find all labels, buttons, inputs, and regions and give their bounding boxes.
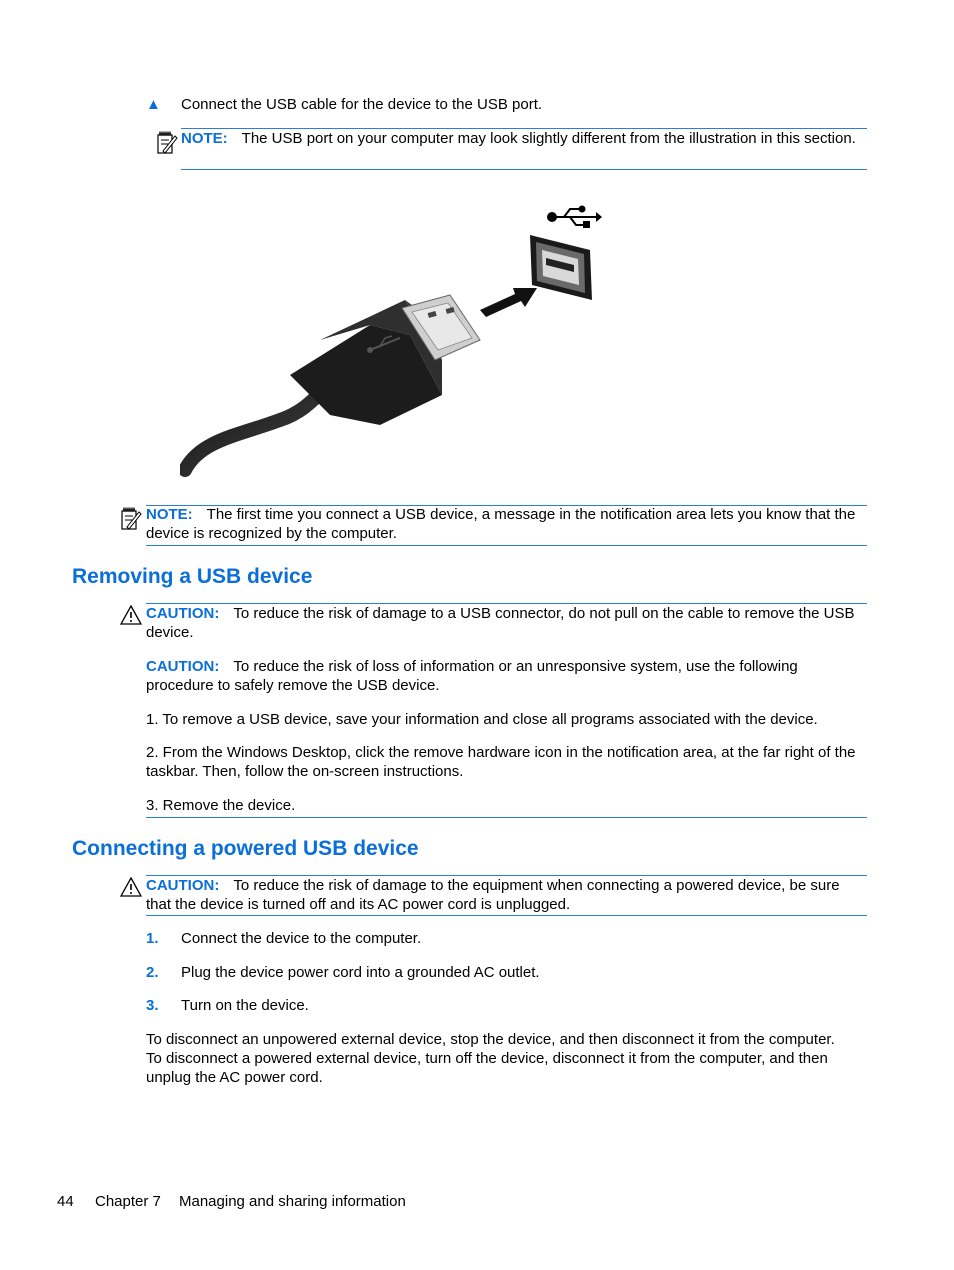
usb-connector-illustration <box>180 200 610 480</box>
caution-2 <box>146 657 867 695</box>
note-bottom-rule <box>181 169 867 170</box>
usb-port <box>530 235 592 300</box>
usb-plug <box>290 295 480 425</box>
caution-text: To reduce the risk of loss of information or an unresponsive system, use the following procedure to safely remove the USB device. <box>146 658 798 694</box>
caution-text: To reduce the risk of damage to the equipment when connecting a powered device, be sure that the device is turned off and its AC power cord is unplugged. <box>146 877 840 913</box>
list-item: 3. Remove the device. <box>146 797 296 814</box>
caution-label: CAUTION: <box>146 658 220 675</box>
step-marker: ▲ <box>146 96 161 113</box>
page-number: 44 <box>57 1193 74 1210</box>
step-text: Connect the device to the computer. <box>181 930 422 947</box>
note-label: NOTE: <box>146 506 193 523</box>
closing-paragraph: To disconnect an unpowered external device, stop the device, and then disconnect it from the computer. To disconnect a powered external device, turn off the device, disconnect it from the computer, and then unplug the AC power cord. <box>146 1031 835 1086</box>
caution-label: CAUTION: <box>146 877 220 894</box>
caution-label: CAUTION: <box>146 605 220 622</box>
step-text: Plug the device power cord into a grounded AC outlet. <box>181 964 540 981</box>
caution-icon <box>120 877 142 897</box>
note-label: NOTE: <box>181 130 228 147</box>
caution-bottom-rule <box>146 915 867 916</box>
note-text: The USB port on your computer may look slightly different from the illustration in this section. <box>241 130 856 147</box>
list-item: 1. To remove a USB device, save your information and close all programs associated with the device. <box>146 711 818 728</box>
caution-bottom-rule <box>146 817 867 818</box>
note-icon <box>120 506 144 532</box>
note-2 <box>146 505 867 543</box>
insert-arrow <box>480 288 537 317</box>
caution-icon <box>120 605 142 625</box>
step-text: Turn on the device. <box>181 997 309 1014</box>
step-number: 1. <box>146 930 159 947</box>
caution-1 <box>146 604 867 642</box>
footer-chapter: Chapter 7 <box>95 1193 161 1210</box>
section-heading-removing: Removing a USB device <box>72 565 313 588</box>
footer-title: Managing and sharing information <box>179 1193 406 1210</box>
note-1 <box>181 129 867 148</box>
step-text: Connect the USB cable for the device to the USB port. <box>181 96 543 113</box>
step-number: 2. <box>146 964 159 981</box>
note-icon <box>156 130 180 156</box>
note-bottom-rule <box>146 545 867 546</box>
caution-3 <box>146 876 867 914</box>
note-text: The first time you connect a USB device, a message in the notification area lets you know that the device is recognized by the computer. <box>146 506 856 542</box>
section-heading-connecting: Connecting a powered USB device <box>72 837 419 860</box>
caution-text: To reduce the risk of damage to a USB connector, do not pull on the cable to remove the USB device. <box>146 605 855 641</box>
usb-symbol-icon <box>548 207 602 228</box>
step-number: 3. <box>146 997 159 1014</box>
list-item: 2. From the Windows Desktop, click the remove hardware icon in the notification area, at the far right of the taskbar. Then, follow the on-screen instructions. <box>146 744 856 780</box>
